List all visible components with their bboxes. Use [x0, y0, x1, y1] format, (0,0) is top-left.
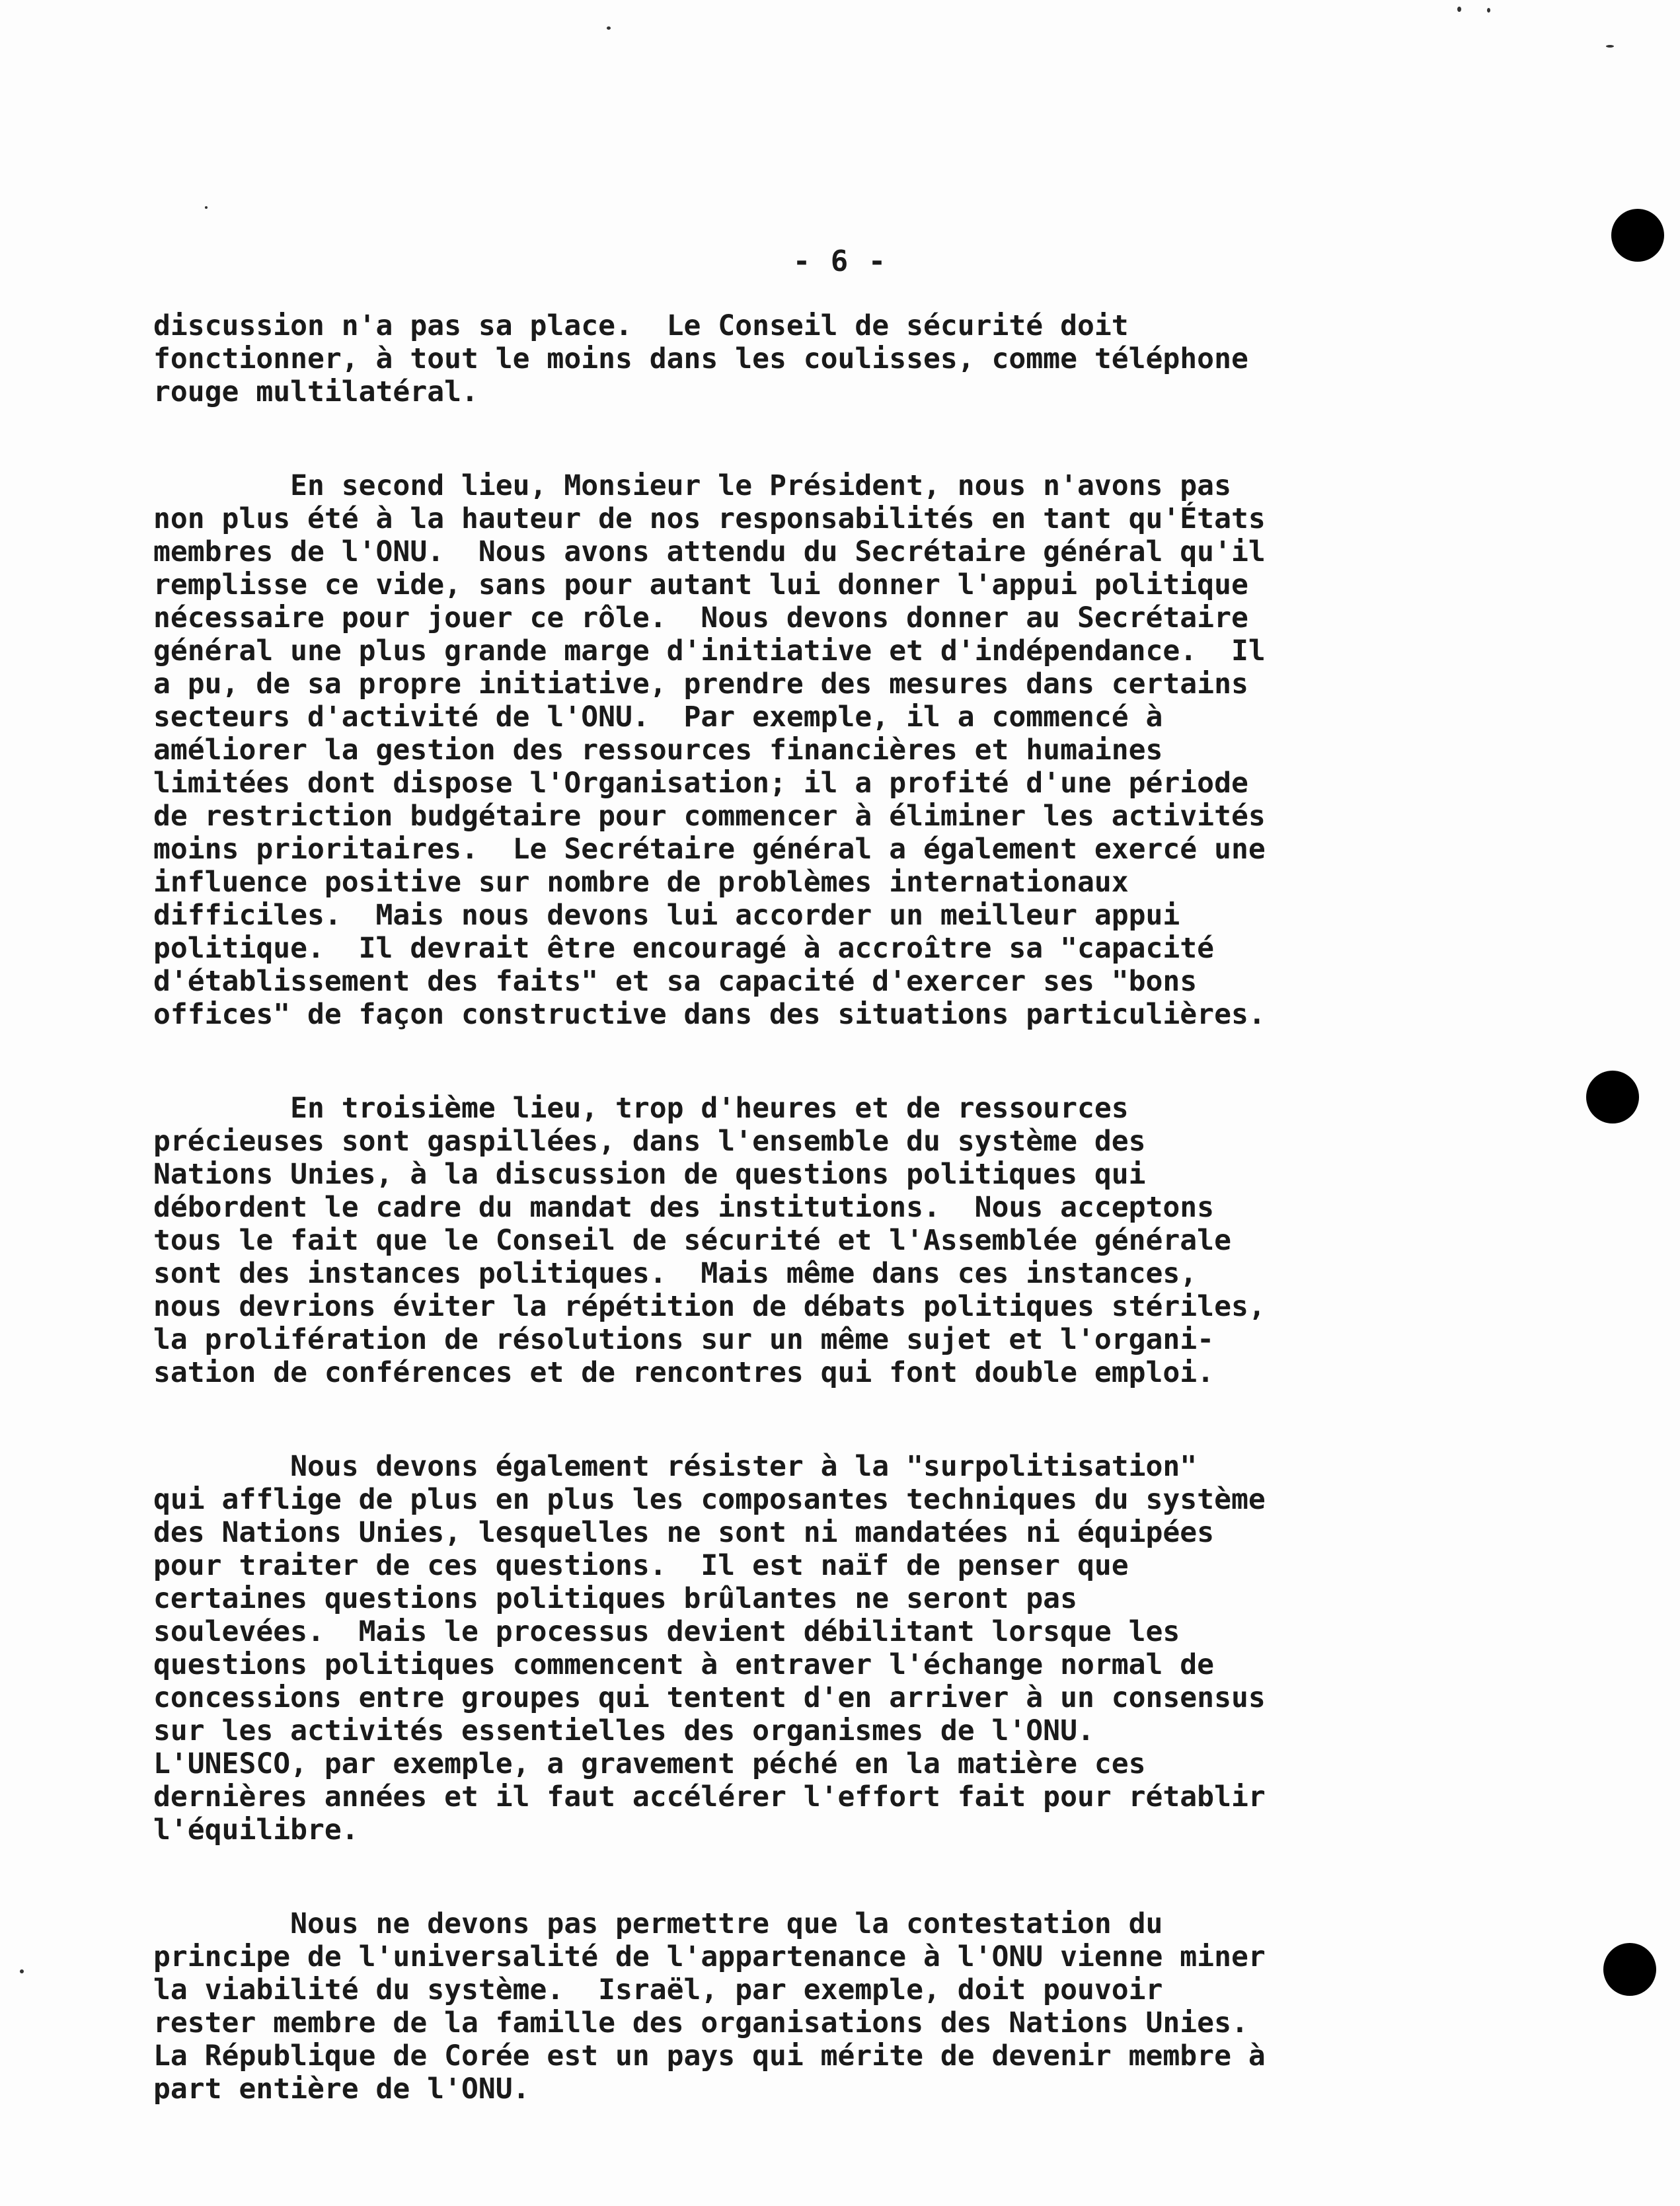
text-line: L'UNESCO, par exemple, a gravement péché en la matière ces: [153, 1747, 1146, 1780]
text-line: rouge multilatéral.: [153, 375, 478, 408]
text-line: certaines questions politiques brûlantes ne seront pas: [153, 1582, 1077, 1615]
text-line: concessions entre groupes qui tentent d'en arriver à un consensus: [153, 1681, 1266, 1714]
scan-speck: [1606, 45, 1614, 48]
text-line: général une plus grande marge d'initiative et d'indépendance. Il: [153, 634, 1266, 667]
text-line: En second lieu, Monsieur le Président, nous n'avons pas: [153, 469, 1231, 502]
punch-hole: [1603, 1943, 1656, 1996]
text-line: questions politiques commencent à entraver l'échange normal de: [153, 1648, 1215, 1681]
text-line: offices" de façon constructive dans des situations particulières.: [153, 998, 1266, 1031]
text-line: secteurs d'activité de l'ONU. Par exemple, il a commencé à: [153, 701, 1163, 734]
text-line: Nations Unies, à la discussion de questions politiques qui: [153, 1158, 1146, 1191]
paragraph-1: [153, 309, 1442, 408]
scan-speck: [1457, 7, 1461, 12]
text-line: influence positive sur nombre de problèmes internationaux: [153, 866, 1129, 899]
text-line: la viabilité du système. Israël, par exemple, doit pouvoir: [153, 1973, 1163, 2006]
scan-speck: [1487, 8, 1490, 13]
text-line: débordent le cadre du mandat des institutions. Nous acceptons: [153, 1191, 1215, 1224]
text-line: la prolifération de résolutions sur un même sujet et l'organi-: [153, 1323, 1215, 1356]
text-line: sur les activités essentielles des organismes de l'ONU.: [153, 1714, 1094, 1747]
scan-speck: [20, 1969, 24, 1973]
text-line: nécessaire pour jouer ce rôle. Nous devons donner au Secrétaire: [153, 601, 1248, 634]
paragraph-5: [153, 1907, 1442, 2106]
text-line: moins prioritaires. Le Secrétaire général a également exercé une: [153, 833, 1266, 866]
text-line: a pu, de sa propre initiative, prendre des mesures dans certains: [153, 667, 1248, 701]
text-line: Nous devons également résister à la "surpolitisation": [153, 1450, 1198, 1483]
text-line: précieuses sont gaspillées, dans l'ensemble du système des: [153, 1125, 1146, 1158]
text-line: principe de l'universalité de l'appartenance à l'ONU vienne miner: [153, 1940, 1266, 1973]
text-line: En troisième lieu, trop d'heures et de ressources: [153, 1092, 1129, 1125]
text-line: dernières années et il faut accélérer l'effort fait pour rétablir: [153, 1780, 1266, 1813]
scan-speck: [205, 206, 208, 209]
text-line: soulevées. Mais le processus devient débilitant lorsque les: [153, 1615, 1180, 1648]
page-number: - 6 -: [792, 245, 888, 278]
text-line: membres de l'ONU. Nous avons attendu du Secrétaire général qu'il: [153, 535, 1266, 568]
text-line: des Nations Unies, lesquelles ne sont ni mandatées ni équipées: [153, 1516, 1215, 1549]
text-line: pour traiter de ces questions. Il est naïf de penser que: [153, 1549, 1129, 1582]
text-line: améliorer la gestion des ressources financières et humaines: [153, 734, 1163, 767]
paragraph-3: [153, 1092, 1442, 1389]
punch-hole: [1586, 1071, 1639, 1123]
text-line: politique. Il devrait être encouragé à accroître sa "capacité: [153, 932, 1215, 965]
text-line: rester membre de la famille des organisations des Nations Unies.: [153, 2006, 1248, 2039]
text-line: fonctionner, à tout le moins dans les coulisses, comme téléphone: [153, 342, 1248, 375]
text-line: sation de conférences et de rencontres qui font double emploi.: [153, 1356, 1215, 1389]
text-line: non plus été à la hauteur de nos responsabilités en tant qu'États: [153, 502, 1266, 535]
text-line: l'équilibre.: [153, 1813, 359, 1846]
scan-speck: [607, 26, 611, 30]
text-line: nous devrions éviter la répétition de débats politiques stériles,: [153, 1290, 1266, 1323]
paragraph-2: [153, 469, 1442, 1031]
text-line: sont des instances politiques. Mais même dans ces instances,: [153, 1257, 1198, 1290]
text-line: qui afflige de plus en plus les composantes techniques du système: [153, 1483, 1266, 1516]
paragraph-4: [153, 1450, 1442, 1846]
text-line: tous le fait que le Conseil de sécurité et l'Assemblée générale: [153, 1224, 1231, 1257]
text-line: de restriction budgétaire pour commencer à éliminer les activités: [153, 800, 1266, 833]
text-line: remplisse ce vide, sans pour autant lui donner l'appui politique: [153, 568, 1248, 601]
text-line: part entière de l'ONU.: [153, 2073, 530, 2106]
text-line: d'établissement des faits" et sa capacité d'exercer ses "bons: [153, 965, 1198, 998]
text-line: Nous ne devons pas permettre que la contestation du: [153, 1907, 1163, 1940]
text-line: limitées dont dispose l'Organisation; il a profité d'une période: [153, 767, 1248, 800]
body-text: [153, 309, 1442, 2166]
text-line: difficiles. Mais nous devons lui accorder un meilleur appui: [153, 899, 1180, 932]
text-line: La République de Corée est un pays qui mérite de devenir membre à: [153, 2039, 1266, 2073]
text-line: discussion n'a pas sa place. Le Conseil de sécurité doit: [153, 309, 1129, 342]
